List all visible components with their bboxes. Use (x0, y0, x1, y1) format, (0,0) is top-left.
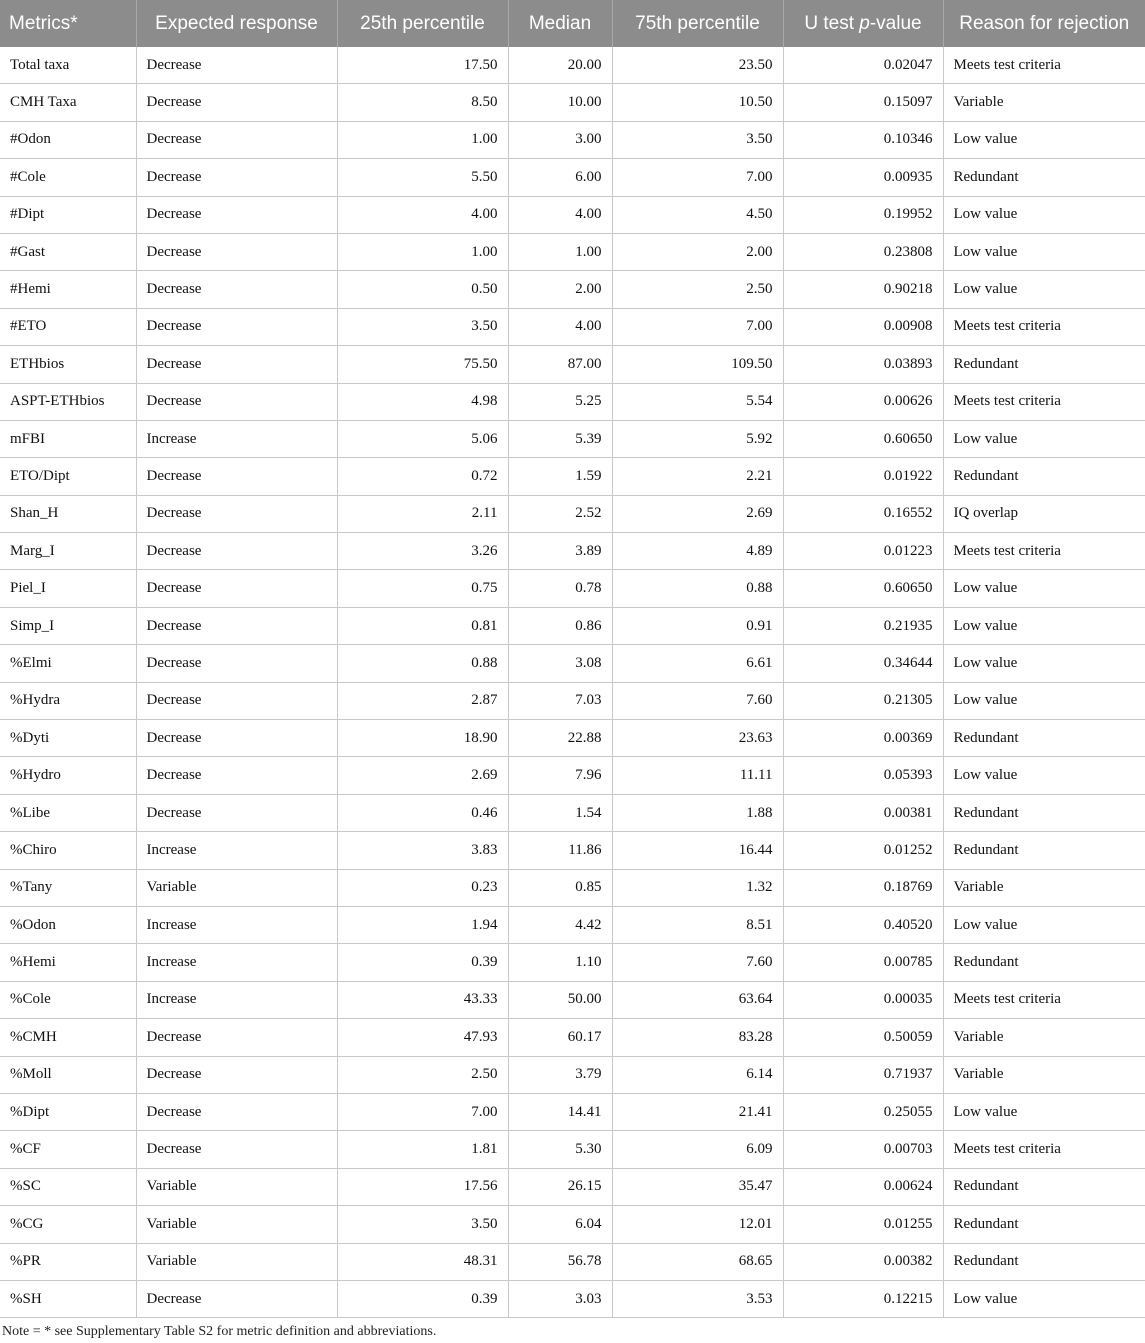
table-row (0, 1243, 1145, 1280)
cell-median: 22.88 (508, 720, 612, 757)
cell-u-test-p-value: 0.71937 (783, 1056, 943, 1093)
cell-p75: 16.44 (612, 832, 783, 869)
cell-p75: 6.61 (612, 645, 783, 682)
cell-p25: 43.33 (337, 981, 508, 1018)
cell-reason: Meets test criteria (943, 533, 1145, 570)
cell-expected-response: Increase (136, 981, 337, 1018)
cell-reason: Redundant (943, 1168, 1145, 1205)
cell-p25: 4.00 (337, 196, 508, 233)
header-u-test-suffix: -value (869, 12, 922, 34)
cell-u-test-p-value: 0.05393 (783, 757, 943, 794)
cell-p25: 0.23 (337, 869, 508, 906)
cell-p25: 1.00 (337, 233, 508, 270)
table-row (0, 682, 1145, 719)
cell-metric: %Tany (0, 869, 136, 906)
cell-median: 0.86 (508, 607, 612, 644)
cell-p25: 2.69 (337, 757, 508, 794)
cell-reason: Meets test criteria (943, 981, 1145, 1018)
header-reason-for-rejection: Reason for rejection (943, 0, 1145, 47)
table-row (0, 944, 1145, 981)
cell-reason: Redundant (943, 794, 1145, 831)
cell-p75: 2.69 (612, 495, 783, 532)
cell-p75: 21.41 (612, 1093, 783, 1130)
table-row (0, 1056, 1145, 1093)
cell-reason: Low value (943, 607, 1145, 644)
cell-expected-response: Decrease (136, 47, 337, 84)
table-row (0, 832, 1145, 869)
cell-reason: Redundant (943, 346, 1145, 383)
cell-expected-response: Decrease (136, 271, 337, 308)
cell-u-test-p-value: 0.01223 (783, 533, 943, 570)
cell-reason: Redundant (943, 832, 1145, 869)
cell-median: 3.00 (508, 121, 612, 158)
cell-reason: Low value (943, 1280, 1145, 1317)
cell-p25: 3.83 (337, 832, 508, 869)
cell-p75: 63.64 (612, 981, 783, 1018)
cell-reason: Low value (943, 196, 1145, 233)
cell-expected-response: Decrease (136, 794, 337, 831)
cell-median: 5.39 (508, 420, 612, 457)
table-note: Note = * see Supplementary Table S2 for metric definition and abbreviations. (2, 1324, 437, 1339)
cell-u-test-p-value: 0.19952 (783, 196, 943, 233)
cell-p25: 5.50 (337, 159, 508, 196)
cell-metric: %CG (0, 1206, 136, 1243)
cell-reason: Redundant (943, 1206, 1145, 1243)
cell-p25: 48.31 (337, 1243, 508, 1280)
table-row (0, 645, 1145, 682)
cell-expected-response: Variable (136, 1168, 337, 1205)
cell-expected-response: Decrease (136, 308, 337, 345)
cell-reason: Variable (943, 869, 1145, 906)
cell-median: 1.59 (508, 458, 612, 495)
cell-metric: %PR (0, 1243, 136, 1280)
cell-reason: Low value (943, 757, 1145, 794)
cell-median: 87.00 (508, 346, 612, 383)
cell-u-test-p-value: 0.90218 (783, 271, 943, 308)
cell-p75: 23.50 (612, 47, 783, 84)
cell-metric: %Hemi (0, 944, 136, 981)
cell-p75: 7.00 (612, 308, 783, 345)
cell-metric: mFBI (0, 420, 136, 457)
cell-reason: Meets test criteria (943, 308, 1145, 345)
cell-u-test-p-value: 0.00703 (783, 1131, 943, 1168)
cell-u-test-p-value: 0.01255 (783, 1206, 943, 1243)
cell-expected-response: Increase (136, 906, 337, 943)
cell-u-test-p-value: 0.00035 (783, 981, 943, 1018)
table-row (0, 47, 1145, 84)
cell-reason: Low value (943, 1093, 1145, 1130)
cell-u-test-p-value: 0.21935 (783, 607, 943, 644)
cell-median: 11.86 (508, 832, 612, 869)
cell-u-test-p-value: 0.00382 (783, 1243, 943, 1280)
cell-metric: %SH (0, 1280, 136, 1317)
header-expected-response: Expected response (136, 0, 337, 47)
cell-expected-response: Decrease (136, 121, 337, 158)
cell-u-test-p-value: 0.60650 (783, 570, 943, 607)
table-header (0, 0, 1145, 47)
cell-median: 4.00 (508, 196, 612, 233)
cell-p75: 1.88 (612, 794, 783, 831)
table-row (0, 533, 1145, 570)
cell-metric: Simp_I (0, 607, 136, 644)
table-row (0, 495, 1145, 532)
cell-u-test-p-value: 0.12215 (783, 1280, 943, 1317)
cell-u-test-p-value: 0.15097 (783, 84, 943, 121)
cell-u-test-p-value: 0.16552 (783, 495, 943, 532)
cell-expected-response: Decrease (136, 1131, 337, 1168)
cell-u-test-p-value: 0.00626 (783, 383, 943, 420)
cell-metric: #Odon (0, 121, 136, 158)
cell-p75: 0.88 (612, 570, 783, 607)
cell-p25: 3.50 (337, 308, 508, 345)
cell-p25: 0.75 (337, 570, 508, 607)
cell-p75: 68.65 (612, 1243, 783, 1280)
header-row (0, 0, 1145, 47)
cell-reason: Redundant (943, 159, 1145, 196)
header-u-test-p-value (783, 0, 943, 47)
table-row (0, 383, 1145, 420)
cell-p75: 2.00 (612, 233, 783, 270)
table-row (0, 757, 1145, 794)
cell-u-test-p-value: 0.00935 (783, 159, 943, 196)
cell-p75: 0.91 (612, 607, 783, 644)
table-row (0, 308, 1145, 345)
cell-p75: 6.14 (612, 1056, 783, 1093)
cell-reason: Variable (943, 1019, 1145, 1056)
cell-p75: 83.28 (612, 1019, 783, 1056)
cell-p25: 75.50 (337, 346, 508, 383)
cell-p25: 3.50 (337, 1206, 508, 1243)
cell-median: 1.54 (508, 794, 612, 831)
cell-p75: 11.11 (612, 757, 783, 794)
cell-expected-response: Decrease (136, 346, 337, 383)
cell-reason: Meets test criteria (943, 383, 1145, 420)
table-row (0, 346, 1145, 383)
cell-p25: 2.87 (337, 682, 508, 719)
cell-reason: Low value (943, 906, 1145, 943)
cell-expected-response: Variable (136, 1243, 337, 1280)
table-row (0, 159, 1145, 196)
cell-reason: Low value (943, 645, 1145, 682)
cell-p75: 23.63 (612, 720, 783, 757)
cell-reason: IQ overlap (943, 495, 1145, 532)
cell-u-test-p-value: 0.21305 (783, 682, 943, 719)
cell-median: 3.79 (508, 1056, 612, 1093)
cell-reason: Redundant (943, 944, 1145, 981)
cell-median: 3.03 (508, 1280, 612, 1317)
cell-median: 2.00 (508, 271, 612, 308)
cell-metric: ASPT-ETHbios (0, 383, 136, 420)
cell-p75: 5.54 (612, 383, 783, 420)
cell-p25: 0.39 (337, 944, 508, 981)
cell-median: 0.78 (508, 570, 612, 607)
cell-metric: %Chiro (0, 832, 136, 869)
table-row (0, 271, 1145, 308)
cell-metric: %Libe (0, 794, 136, 831)
cell-expected-response: Decrease (136, 233, 337, 270)
cell-reason: Variable (943, 1056, 1145, 1093)
table-row (0, 607, 1145, 644)
cell-expected-response: Decrease (136, 607, 337, 644)
cell-median: 6.04 (508, 1206, 612, 1243)
cell-median: 7.96 (508, 757, 612, 794)
cell-p75: 2.50 (612, 271, 783, 308)
cell-p25: 3.26 (337, 533, 508, 570)
cell-expected-response: Decrease (136, 1019, 337, 1056)
cell-p25: 47.93 (337, 1019, 508, 1056)
header-median: Median (508, 0, 612, 47)
cell-reason: Redundant (943, 458, 1145, 495)
table-row (0, 420, 1145, 457)
cell-p75: 2.21 (612, 458, 783, 495)
cell-p75: 7.00 (612, 159, 783, 196)
cell-median: 56.78 (508, 1243, 612, 1280)
cell-metric: %SC (0, 1168, 136, 1205)
cell-p25: 0.88 (337, 645, 508, 682)
cell-reason: Low value (943, 420, 1145, 457)
cell-metric: %Elmi (0, 645, 136, 682)
cell-u-test-p-value: 0.00381 (783, 794, 943, 831)
cell-expected-response: Decrease (136, 757, 337, 794)
table-row (0, 794, 1145, 831)
table-row (0, 1168, 1145, 1205)
cell-p25: 0.72 (337, 458, 508, 495)
cell-expected-response: Decrease (136, 196, 337, 233)
cell-metric: %CF (0, 1131, 136, 1168)
cell-p75: 8.51 (612, 906, 783, 943)
cell-metric: CMH Taxa (0, 84, 136, 121)
table-body (0, 47, 1145, 1318)
cell-metric: ETHbios (0, 346, 136, 383)
cell-p25: 5.06 (337, 420, 508, 457)
cell-metric: %Hydro (0, 757, 136, 794)
table-row (0, 1206, 1145, 1243)
cell-metric: Shan_H (0, 495, 136, 532)
cell-p75: 10.50 (612, 84, 783, 121)
cell-median: 5.25 (508, 383, 612, 420)
cell-p25: 18.90 (337, 720, 508, 757)
cell-median: 3.08 (508, 645, 612, 682)
cell-median: 4.00 (508, 308, 612, 345)
cell-metric: %Hydra (0, 682, 136, 719)
cell-expected-response: Decrease (136, 458, 337, 495)
cell-p75: 6.09 (612, 1131, 783, 1168)
cell-expected-response: Decrease (136, 383, 337, 420)
cell-p75: 4.89 (612, 533, 783, 570)
cell-p25: 1.00 (337, 121, 508, 158)
cell-u-test-p-value: 0.10346 (783, 121, 943, 158)
cell-u-test-p-value: 0.25055 (783, 1093, 943, 1130)
cell-expected-response: Increase (136, 944, 337, 981)
table-row (0, 84, 1145, 121)
cell-median: 4.42 (508, 906, 612, 943)
cell-p25: 1.81 (337, 1131, 508, 1168)
cell-reason: Meets test criteria (943, 47, 1145, 84)
cell-p75: 7.60 (612, 682, 783, 719)
cell-reason: Low value (943, 271, 1145, 308)
table-row (0, 458, 1145, 495)
cell-u-test-p-value: 0.40520 (783, 906, 943, 943)
cell-u-test-p-value: 0.50059 (783, 1019, 943, 1056)
cell-reason: Redundant (943, 1243, 1145, 1280)
cell-p25: 1.94 (337, 906, 508, 943)
cell-expected-response: Decrease (136, 570, 337, 607)
cell-median: 5.30 (508, 1131, 612, 1168)
cell-metric: %Dipt (0, 1093, 136, 1130)
cell-p25: 2.50 (337, 1056, 508, 1093)
cell-expected-response: Decrease (136, 645, 337, 682)
cell-u-test-p-value: 0.00369 (783, 720, 943, 757)
cell-metric: #ETO (0, 308, 136, 345)
table-row (0, 233, 1145, 270)
cell-median: 26.15 (508, 1168, 612, 1205)
cell-median: 1.10 (508, 944, 612, 981)
cell-median: 14.41 (508, 1093, 612, 1130)
cell-p25: 0.39 (337, 1280, 508, 1317)
cell-expected-response: Decrease (136, 1093, 337, 1130)
cell-median: 2.52 (508, 495, 612, 532)
cell-p25: 0.46 (337, 794, 508, 831)
cell-p75: 3.53 (612, 1280, 783, 1317)
cell-p25: 0.81 (337, 607, 508, 644)
header-metrics: Metrics* (0, 0, 136, 47)
cell-expected-response: Decrease (136, 682, 337, 719)
cell-p75: 7.60 (612, 944, 783, 981)
cell-u-test-p-value: 0.00785 (783, 944, 943, 981)
cell-u-test-p-value: 0.18769 (783, 869, 943, 906)
cell-metric: #Hemi (0, 271, 136, 308)
cell-metric: Piel_I (0, 570, 136, 607)
cell-metric: %Moll (0, 1056, 136, 1093)
cell-p25: 2.11 (337, 495, 508, 532)
table-row (0, 906, 1145, 943)
cell-u-test-p-value: 0.02047 (783, 47, 943, 84)
cell-expected-response: Decrease (136, 1280, 337, 1317)
cell-median: 3.89 (508, 533, 612, 570)
cell-reason: Redundant (943, 720, 1145, 757)
cell-p75: 3.50 (612, 121, 783, 158)
table-row (0, 570, 1145, 607)
cell-expected-response: Increase (136, 420, 337, 457)
table-row (0, 869, 1145, 906)
cell-expected-response: Increase (136, 832, 337, 869)
cell-expected-response: Decrease (136, 1056, 337, 1093)
cell-median: 0.85 (508, 869, 612, 906)
header-u-test-p: p (859, 12, 870, 34)
cell-p75: 4.50 (612, 196, 783, 233)
cell-p75: 12.01 (612, 1206, 783, 1243)
cell-median: 50.00 (508, 981, 612, 1018)
cell-median: 6.00 (508, 159, 612, 196)
cell-expected-response: Decrease (136, 720, 337, 757)
table-row (0, 121, 1145, 158)
cell-p25: 4.98 (337, 383, 508, 420)
cell-median: 20.00 (508, 47, 612, 84)
cell-p25: 7.00 (337, 1093, 508, 1130)
table-row (0, 1019, 1145, 1056)
cell-metric: %Dyti (0, 720, 136, 757)
cell-expected-response: Decrease (136, 495, 337, 532)
cell-u-test-p-value: 0.00908 (783, 308, 943, 345)
cell-u-test-p-value: 0.03893 (783, 346, 943, 383)
cell-expected-response: Variable (136, 1206, 337, 1243)
cell-median: 60.17 (508, 1019, 612, 1056)
cell-p25: 0.50 (337, 271, 508, 308)
cell-u-test-p-value: 0.34644 (783, 645, 943, 682)
cell-metric: %Cole (0, 981, 136, 1018)
cell-p75: 5.92 (612, 420, 783, 457)
cell-u-test-p-value: 0.00624 (783, 1168, 943, 1205)
cell-expected-response: Variable (136, 869, 337, 906)
cell-p25: 17.56 (337, 1168, 508, 1205)
cell-metric: #Dipt (0, 196, 136, 233)
cell-metric: #Cole (0, 159, 136, 196)
cell-reason: Meets test criteria (943, 1131, 1145, 1168)
header-u-test-prefix: U test (804, 12, 860, 34)
cell-median: 1.00 (508, 233, 612, 270)
cell-median: 10.00 (508, 84, 612, 121)
cell-expected-response: Decrease (136, 533, 337, 570)
table-row (0, 981, 1145, 1018)
cell-metric: Marg_I (0, 533, 136, 570)
cell-p75: 109.50 (612, 346, 783, 383)
cell-p25: 17.50 (337, 47, 508, 84)
cell-expected-response: Decrease (136, 84, 337, 121)
table-row (0, 1093, 1145, 1130)
table-row (0, 196, 1145, 233)
cell-metric: %Odon (0, 906, 136, 943)
cell-median: 7.03 (508, 682, 612, 719)
cell-expected-response: Decrease (136, 159, 337, 196)
cell-metric: #Gast (0, 233, 136, 270)
cell-metric: %CMH (0, 1019, 136, 1056)
cell-u-test-p-value: 0.01252 (783, 832, 943, 869)
cell-u-test-p-value: 0.60650 (783, 420, 943, 457)
cell-p75: 1.32 (612, 869, 783, 906)
cell-reason: Low value (943, 570, 1145, 607)
cell-metric: ETO/Dipt (0, 458, 136, 495)
table-row (0, 720, 1145, 757)
cell-reason: Low value (943, 682, 1145, 719)
header-25th-percentile: 25th percentile (337, 0, 508, 47)
cell-p75: 35.47 (612, 1168, 783, 1205)
table-row (0, 1131, 1145, 1168)
cell-reason: Low value (943, 233, 1145, 270)
cell-p25: 8.50 (337, 84, 508, 121)
cell-u-test-p-value: 0.23808 (783, 233, 943, 270)
header-75th-percentile: 75th percentile (612, 0, 783, 47)
table-row (0, 1280, 1145, 1317)
cell-metric: Total taxa (0, 47, 136, 84)
cell-u-test-p-value: 0.01922 (783, 458, 943, 495)
cell-reason: Low value (943, 121, 1145, 158)
cell-reason: Variable (943, 84, 1145, 121)
